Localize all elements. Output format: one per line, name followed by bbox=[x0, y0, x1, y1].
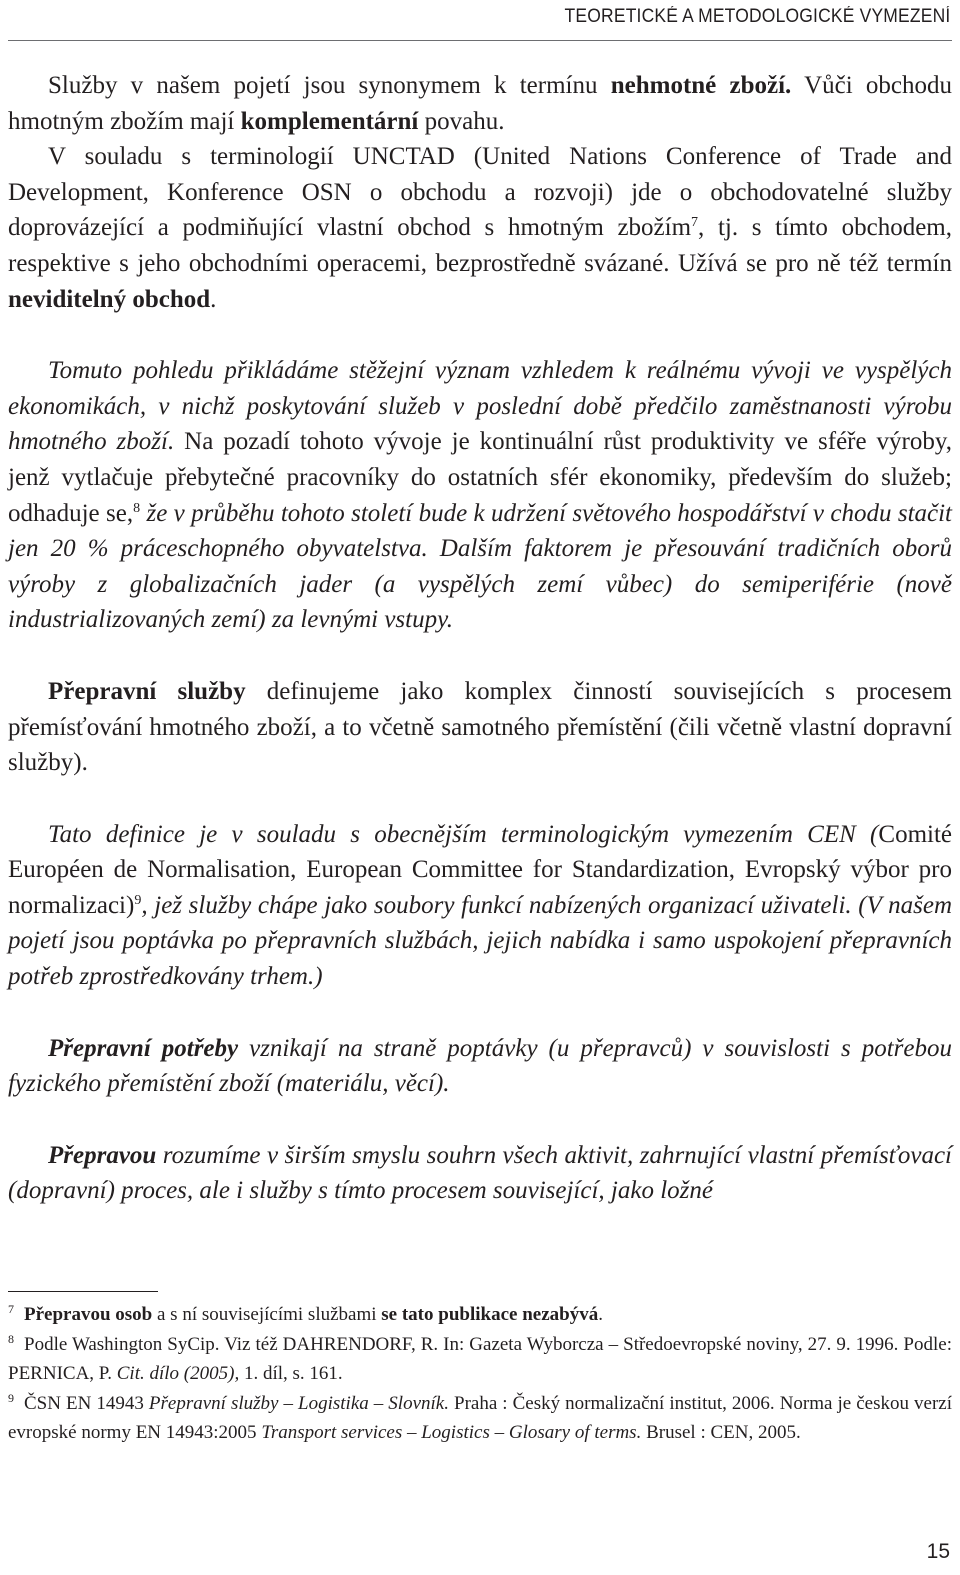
bold-term: Přepravní služby bbox=[48, 677, 246, 705]
paragraph-economic-trend bbox=[8, 353, 952, 638]
text-run: Vůči obchodu hmotným zbožím mají bbox=[8, 72, 952, 135]
text-run: Comité Européen de Normalisation, European Committee for Standardization, Evropský výbor pro normalizaci) bbox=[8, 820, 952, 919]
footnote-7 bbox=[8, 1300, 952, 1330]
footnote-8 bbox=[8, 1330, 952, 1389]
footnote-ref[interactable]: 9 bbox=[134, 892, 142, 908]
text-run: Služby v našem pojetí jsou synonymem k termínu bbox=[48, 72, 611, 99]
bold-term: Přepravou osob bbox=[24, 1304, 153, 1325]
bold-term: komplementární bbox=[240, 107, 419, 135]
text-run: a s ní souvisejícími službami bbox=[152, 1304, 382, 1325]
text-run: , tj. s tímto obchodem, respektive s jeho obchodními operacemi, bezprostředně svázané. Užívá se pro ně též termín bbox=[8, 214, 952, 277]
footnote-ref[interactable]: 8 bbox=[133, 500, 141, 516]
bold-italic-term: Přepravní potřeby bbox=[48, 1034, 239, 1062]
footnote-rule bbox=[8, 1291, 158, 1292]
footnote-number: 7 bbox=[8, 1302, 14, 1316]
body-text bbox=[8, 68, 952, 1209]
header-rule bbox=[8, 40, 952, 41]
paragraph-cen-definition bbox=[8, 817, 952, 995]
text-run: rozumíme v širším smyslu souhrn všech aktivit, zahrnující vlastní přemísťovací (dopravní) proces, ale i služby s tímto procesem související, jako ložné bbox=[8, 1141, 952, 1205]
text-run: povahu. bbox=[418, 107, 505, 135]
bold-term: neviditelný obchod bbox=[8, 285, 211, 313]
text-run: definujeme jako komplex činností souvisejících s procesem přemísťování hmotného zboží, a to včetně samotného přemístění (čili včetně vlastní dopravní služby). bbox=[8, 677, 952, 777]
paragraph-transport bbox=[8, 1138, 952, 1209]
text-run: 1. díl, s. 161. bbox=[239, 1363, 343, 1384]
text-run: že v průběhu tohoto století bude k udržení světového hospodářství v chodu stačit jen 20 % práceschopného obyvatelstva. Dalším faktorem je přesouvání tradičních oborů výroby z globalizačních jader (a vyspělých zemí vůbec) do semiperiférie (nově industrializovaných zemí) za levnými vstupy. bbox=[8, 499, 952, 634]
footnotes bbox=[8, 1300, 952, 1448]
text-run: Brusel : CEN, 2005. bbox=[641, 1422, 801, 1443]
text-run: Praha : Český normalizační institut, 2006. Norma je českou verzí evropské normy EN 14943:2005 bbox=[8, 1392, 952, 1443]
paragraph-unctad bbox=[8, 139, 952, 317]
italic-run: Transport services – Logistics – Glosary of terms. bbox=[261, 1422, 642, 1443]
text-run: ČSN EN 14943 bbox=[24, 1392, 149, 1414]
text-run: , jež služby chápe jako soubory funkcí nabízených organizací uživateli. (V našem pojetí jsou poptávka po přepravních službách, jejich nabídka i samo uspokojení přepravních potřeb zprostředkovány trhem.) bbox=[8, 891, 952, 991]
footnote-number: 8 bbox=[8, 1331, 14, 1346]
page-number: 15 bbox=[926, 1540, 950, 1563]
bold-italic-term: Přepravou bbox=[48, 1141, 157, 1169]
running-head: TEORETICKÉ A METODOLOGICKÉ VYMEZENÍ bbox=[564, 6, 950, 27]
italic-run: Přepravní služby – Logistika – Slovník. bbox=[148, 1392, 449, 1414]
footnote-ref[interactable]: 7 bbox=[691, 215, 699, 231]
text-run: . bbox=[598, 1304, 603, 1325]
paragraph-services-definition bbox=[8, 68, 952, 139]
bold-term: nehmotné zboží. bbox=[610, 72, 792, 99]
footnote-number: 9 bbox=[8, 1390, 14, 1405]
text-run: vznikají na straně poptávky (u přepravců) v souvislosti s potřebou fyzického přemístění zboží (materiálu, věcí). bbox=[8, 1034, 952, 1098]
bold-term: se tato publikace nezabývá bbox=[381, 1304, 599, 1325]
text-run: Na pozadí tohoto vývoje je kontinuální růst produktivity ve sféře výroby, jenž vytlačuje přebytečné pracovníky do ostatních sfér ekonomiky, především do služeb; odhaduje se, bbox=[8, 428, 953, 527]
paragraph-transport-services bbox=[8, 674, 952, 781]
paragraph-transport-needs bbox=[8, 1031, 952, 1102]
text-run: V souladu s terminologií UNCTAD (United Nations Conference of Trade and Development, Konference OSN o obchodu a rozvoji) jde o obchodovatelné služby doprovázející a podmiňující vlastní obchod s hmotným zbožím bbox=[8, 143, 952, 242]
text-run: Tato definice je v souladu s obecnějším terminologickým vymezením CEN ( bbox=[48, 820, 879, 848]
text-run: . bbox=[210, 285, 217, 313]
italic-run: Cit. dílo (2005), bbox=[116, 1363, 240, 1384]
footnote-9 bbox=[8, 1389, 952, 1448]
text-run: Tomuto pohledu přikládáme stěžejní význam vzhledem k reálnému vývoji ve vyspělých ekonomikách, v nichž poskytování služeb v poslední době předčilo zaměstnanosti výrobu hmotného zboží. bbox=[8, 357, 952, 456]
text-run: Podle Washington SyCip. Viz též DAHRENDORF, R. In: Gazeta Wyborcza – Středoevropské noviny, 27. 9. 1996. Podle: PERNICA, P. bbox=[8, 1333, 952, 1384]
